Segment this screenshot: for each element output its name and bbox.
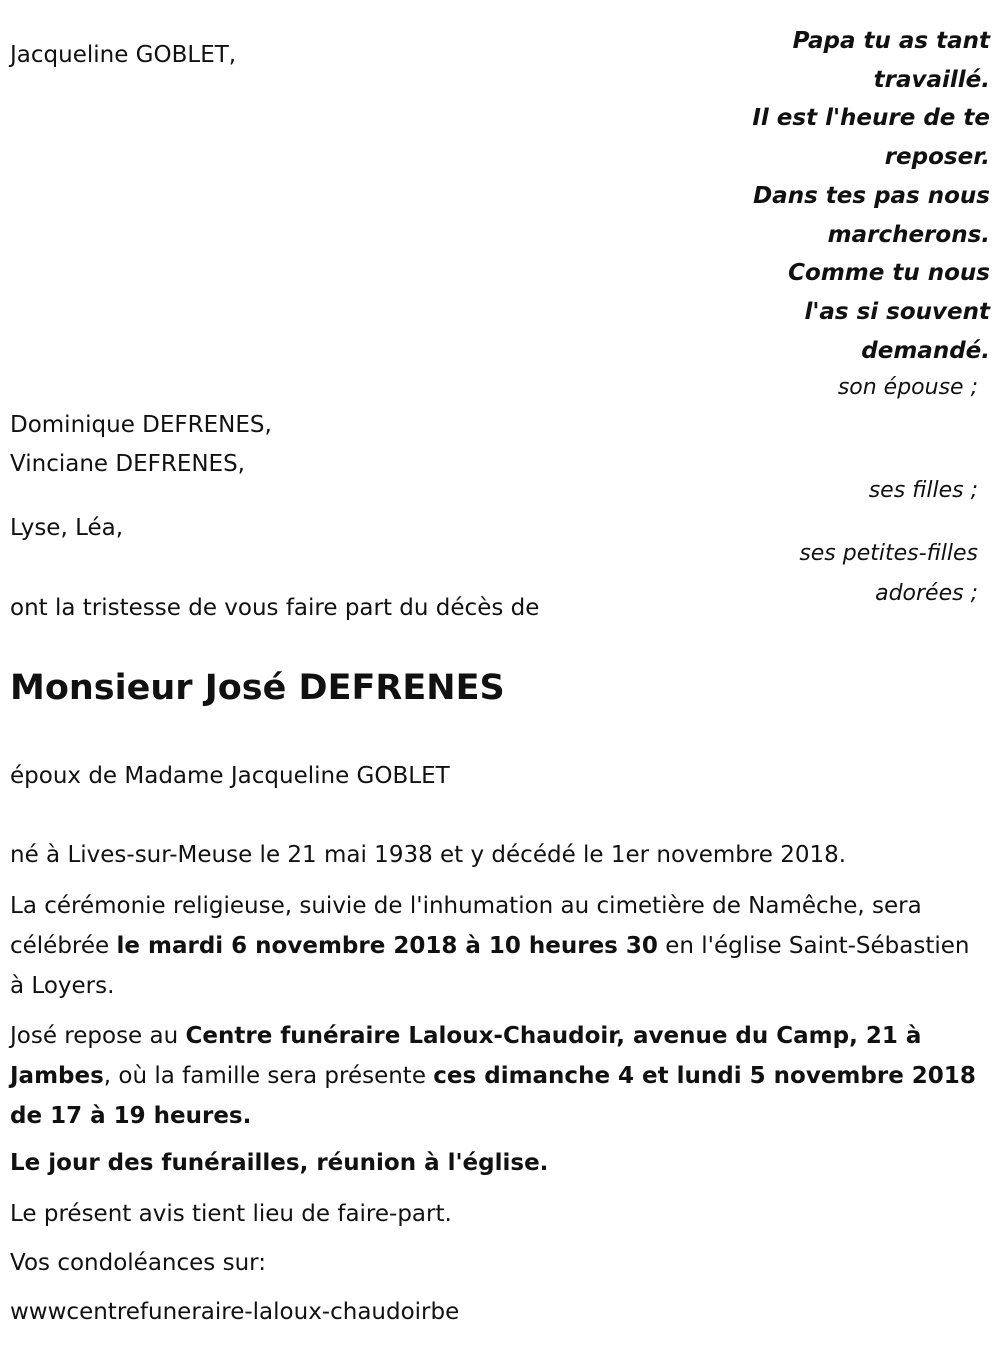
poem-line: Comme tu nous [788,260,990,287]
ceremony-text: La cérémonie religieuse, suivie de l'inhumation au cimetière de Namêche, sera célébrée [10,893,922,959]
poem-line: Dans tes pas nous [753,182,990,209]
poem-line: reposer. [884,144,990,171]
visitation-paragraph [10,1016,990,1136]
poem-line: marcherons. [827,221,990,248]
relation-daughters: ses filles ; [868,478,978,503]
relation-granddaughters-2: adorées ; [875,581,978,606]
condolences-label: Vos condoléances sur: [10,1250,266,1276]
announcement: ont la tristesse de vous faire part du décès de [10,595,540,621]
notice: Le présent avis tient lieu de faire-part. [10,1201,452,1227]
visitation-text: , où la famille sera présente [103,1063,434,1089]
poem-line: l'as si souvent [804,298,990,325]
granddaughters-names: Lyse, Léa, [10,515,124,541]
relation-granddaughters: ses petites-filles [799,541,978,566]
relation-spouse: son épouse ; [837,375,978,400]
ceremony-place: en l'église Saint-Sébastien à Loyers. [10,933,970,999]
husband-of: époux de Madame Jacqueline GOBLET [10,763,450,789]
poem-line: travaillé. [873,66,990,93]
funeral-meeting: Le jour des funérailles, réunion à l'église. [10,1150,549,1176]
daughter-name: Dominique DEFRENES, [10,412,272,438]
ceremony-paragraph [10,886,990,1006]
deceased-name: Monsieur José DEFRENES [10,668,505,708]
ceremony-date: le mardi 6 novembre 2018 à 10 heures 30 [116,933,658,959]
poem-line: demandé. [861,337,990,364]
spouse-name: Jacqueline GOBLET, [10,42,237,68]
visitation-text: José repose au [10,1023,186,1049]
condolences-url[interactable]: wwwcentrefuneraire-laloux-chaudoirbe [10,1299,460,1325]
poem [752,22,990,370]
visitation-dates: ces dimanche 4 et lundi 5 novembre 2018 de 17 à 19 heures. [10,1063,976,1129]
daughter-name: Vinciane DEFRENES, [10,451,245,477]
poem-line: Il est l'heure de te [752,105,990,132]
funeral-home: Centre funéraire Laloux-Chaudoir, avenue du Camp, 21 à Jambes [10,1023,922,1089]
birth-death: né à Lives-sur-Meuse le 21 mai 1938 et y décédé le 1er novembre 2018. [10,842,847,868]
poem-line: Papa tu as tant [792,28,990,54]
